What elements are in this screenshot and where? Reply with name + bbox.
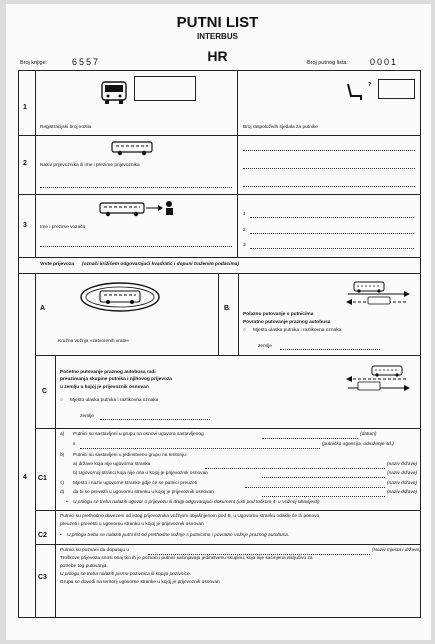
option-b-line1: Polazno putovanje s putnicima	[243, 312, 314, 317]
driver-line-2-number: 2	[243, 228, 246, 233]
c1-a-date: (datum)	[360, 432, 377, 437]
c1-b1: a) države koja nije ugovorna stranka	[73, 462, 151, 467]
seats-input[interactable]	[378, 79, 415, 99]
c1-note-bullet: •	[66, 500, 68, 505]
c2-text2: preuzeti i prevesti u ugovornu stranku u kojoj je prijevoznik osnovan	[60, 522, 204, 527]
seat-icon	[345, 82, 367, 104]
option-c-place-label: Mjesto ulaska putnika i razlikovna oznaka	[70, 398, 159, 403]
empty-trip-icon	[344, 363, 412, 395]
sheet-number-value: 0001	[370, 57, 399, 67]
driver-line-3-number: 3	[243, 243, 246, 248]
section-1-number: 1	[23, 104, 27, 111]
option-c-bullet: ○	[60, 398, 63, 403]
book-number-label: Broj knjige:	[20, 60, 48, 66]
option-b-country-label: zemlje	[258, 344, 272, 349]
c1-d-text: da bi se prevezli u ugovornu stranku u kojoj je prijevoznik osnovan	[73, 490, 214, 495]
driver-line-2[interactable]	[250, 233, 414, 234]
section-2-number: 2	[23, 160, 27, 167]
c1-c-letter: c)	[60, 481, 64, 486]
option-c-line3: u zemlju u kojoj je prijevoznik osnovan	[60, 385, 149, 390]
book-number-value: 6557	[72, 57, 101, 67]
c1-b-letter: b)	[60, 453, 65, 458]
one-way-trip-icon	[344, 278, 412, 310]
c2-note-bullet: •	[60, 533, 62, 538]
c3-label: C3	[38, 574, 47, 581]
section-4-number: 4	[23, 474, 27, 481]
option-b-letter: B	[224, 305, 230, 312]
c1-c-text: Mjesto i naziv ugovorne stranke gdje će se putnici preuzeti	[73, 481, 198, 486]
carrier-label: Naziv prijevoznika ili ime i prezime prijevoznika	[40, 163, 140, 168]
option-b-line2: Povratno putovanje praznog autobusa	[243, 320, 331, 325]
c1-b-text: Putnici su sastavljeni u jedinstvenu grupu na teritoriju:	[73, 453, 188, 458]
c1-c-state: (naziv države)	[387, 481, 418, 486]
option-a-letter: A	[40, 305, 46, 312]
c1-d-letter: d)	[60, 490, 65, 495]
c1-a-text: Putnici su sastavljeni u grupu na osnovi ugovora sastavljenog	[73, 432, 204, 437]
c3-text4: U prilogu se treba nalaziti pismo-pozivnica ili kopija pozivnice.	[60, 572, 191, 577]
option-a-label: Kružna vožnja »zatvorenih vrata«	[58, 339, 130, 344]
sheet-number-label: Broj putnog lista:	[307, 60, 348, 66]
option-c-line1: Početno putovanje praznog autobusa radi	[60, 370, 156, 375]
c1-b2: b) Ugovornoj stranci koja nije ona u kojoj je prijevoznik osnovan	[73, 471, 208, 476]
c1-a-agency: (putnička agencija, udruženje itd.)	[322, 442, 394, 447]
c2-note: U prilogu treba se nalaziti putni list od prethodne vožnje s putnicima i povratne vožnje praznog autobusa.	[67, 533, 290, 538]
option-c-line2: preuzimanja skupine putnika i njihovog prijevoza	[60, 377, 172, 382]
c3-text5: Grupa se dovodi na teritorij ugovorne stranke u kojoj je prijevoznik osnovan	[60, 580, 220, 585]
option-b-place-label: Mjesto ulaska putnika i razlikovna oznaka	[253, 328, 342, 333]
registration-input[interactable]	[134, 76, 196, 101]
c1-b2-state: (naziv države)	[387, 471, 418, 476]
c3-text2: Troškove prijevoza snosi onaj tko ih je pozvao i putnici sačinjavaju jedinstvenu skupinu, koja nije sačinjena isključivo za	[60, 556, 313, 561]
c3-place-label: (Naziv mjesta i države)	[372, 548, 421, 553]
transport-type-label: Vrste prijevoza	[40, 262, 74, 267]
seats-label: Broj raspoloživih sjedala za putnike	[243, 125, 318, 130]
form-title: PUTNI LIST	[176, 14, 259, 31]
transport-type-hint: (označi križićem odgovarajući kvadratić i dopuni traženim podacima)	[82, 262, 240, 267]
seat-question: ?	[368, 82, 372, 88]
driver-line-1-number: 1	[243, 212, 246, 217]
c1-label: C1	[38, 475, 47, 482]
c3-text1: Putnici su pozvani da doputuju u	[60, 548, 130, 553]
option-c-country-line[interactable]	[100, 419, 210, 420]
option-b-bullet: ○	[243, 328, 246, 333]
c3-text3: potrebe tog putovanja.	[60, 564, 108, 569]
c1-b1-state: (naziv države)	[387, 462, 418, 467]
section-3-number: 3	[23, 222, 27, 229]
c2-text1: Putnici su prethodno dovezeni od istog prijevoznika vožnjom objašnjenom pod B, u Ugovornu stranku odakle će ih ponovo	[60, 514, 320, 519]
driver-line-1[interactable]	[250, 217, 414, 218]
country-code: HR	[207, 48, 228, 64]
registration-label: Registracijski broj vozila	[40, 125, 92, 130]
driver-line-3[interactable]	[250, 248, 414, 249]
driver-label: Ime i prezime vozača	[40, 225, 86, 230]
c2-label: C2	[38, 532, 47, 539]
bus-front-icon	[100, 80, 130, 106]
form-subtitle: INTERBUS	[197, 32, 238, 41]
bus-driver-icon	[98, 198, 178, 220]
c1-note: U prilogu se treba nalaziti ugovor o prijevozu ili drugi odgovarajući dokument (vidi pod točkom 4. u Važnoj obavijesti)	[73, 500, 320, 505]
c1-d-state: (naziv države)	[387, 490, 418, 495]
carrier-line[interactable]	[40, 187, 232, 188]
round-trip-icon	[78, 280, 162, 314]
option-c-country-label: zemlje	[80, 414, 94, 419]
option-b-country-line[interactable]	[280, 349, 380, 350]
c1-a-letter: a)	[60, 432, 65, 437]
option-c-letter: C	[42, 388, 48, 395]
bus-side-icon	[110, 139, 154, 157]
c1-a-s: s	[73, 442, 76, 447]
